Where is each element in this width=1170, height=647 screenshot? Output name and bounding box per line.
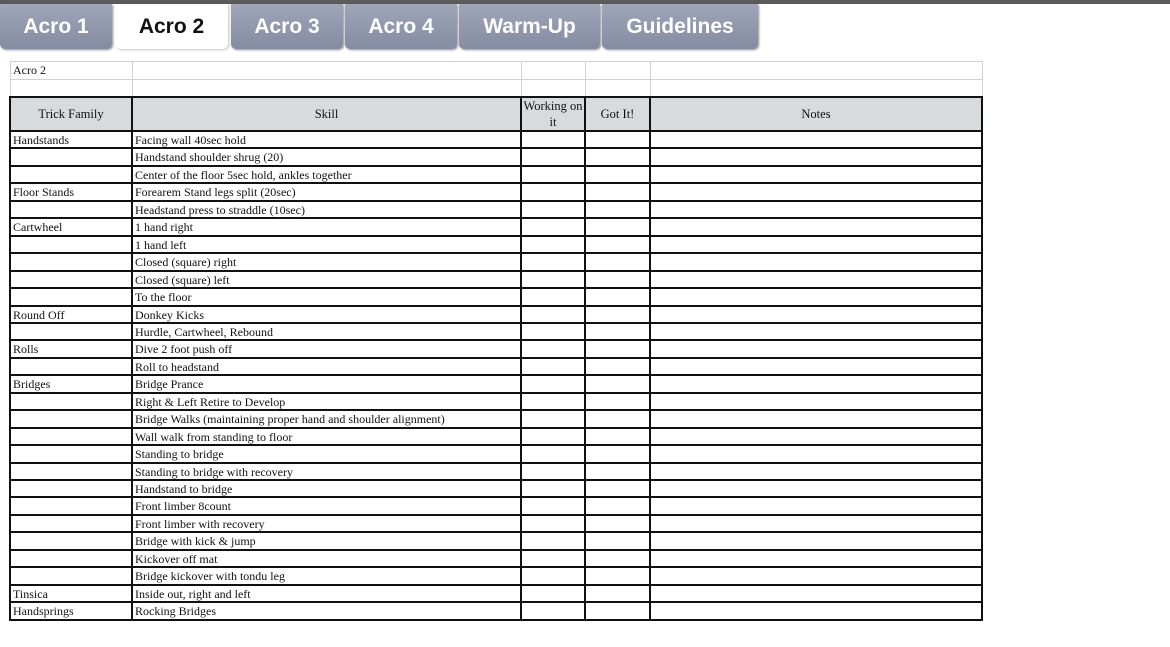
got-it-cell[interactable] [585,394,650,411]
skill-cell[interactable]: Center of the floor 5sec hold, ankles together [135,167,352,182]
working-on-it-cell[interactable] [521,446,585,463]
working-on-it-cell[interactable] [521,272,585,289]
working-on-it-cell[interactable] [521,533,585,550]
notes-cell[interactable] [650,219,982,236]
got-it-cell[interactable] [585,603,650,620]
grid-line [10,79,982,80]
trick-family-cell[interactable]: Rolls [13,342,39,357]
notes-cell[interactable] [650,237,982,254]
got-it-cell[interactable] [585,446,650,463]
grid-line [650,61,651,97]
tab-acro-3[interactable]: Acro 3 [231,4,343,49]
skill-cell[interactable]: Closed (square) right [135,255,237,270]
header-got-it[interactable]: Got It! [585,97,650,131]
notes-cell[interactable] [650,272,982,289]
got-it-cell[interactable] [585,132,650,149]
working-on-it-cell[interactable] [521,411,585,428]
trick-family-cell[interactable]: Bridges [13,377,51,392]
notes-cell[interactable] [650,603,982,620]
notes-cell[interactable] [650,289,982,306]
grid-line [132,61,133,97]
notes-cell[interactable] [650,167,982,184]
trick-family-cell[interactable] [10,516,132,533]
table-border [10,96,983,98]
got-it-cell[interactable] [585,254,650,271]
trick-family-cell[interactable] [10,481,132,498]
skill-cell[interactable]: Closed (square) left [135,272,230,287]
header-working-on-it[interactable]: Working on it [521,97,585,131]
skill-cell[interactable]: To the floor [135,290,192,305]
grid-line [521,61,522,97]
trick-family-cell[interactable]: Round Off [13,307,65,322]
working-on-it-cell[interactable] [521,202,585,219]
working-on-it-cell[interactable] [521,184,585,201]
trick-family-cell[interactable] [10,464,132,481]
notes-cell[interactable] [650,132,982,149]
got-it-cell[interactable] [585,237,650,254]
notes-cell[interactable] [650,202,982,219]
skill-cell[interactable]: Front limber 8count [135,499,231,514]
notes-cell[interactable] [650,324,982,341]
skill-cell[interactable]: Headstand press to straddle (10sec) [135,202,305,217]
header-trick-family[interactable]: Trick Family [10,97,132,131]
trick-family-cell[interactable] [10,429,132,446]
notes-cell[interactable] [650,533,982,550]
notes-cell[interactable] [650,376,982,393]
working-on-it-cell[interactable] [521,254,585,271]
notes-cell[interactable] [650,464,982,481]
trick-family-cell[interactable] [10,149,132,166]
notes-cell[interactable] [650,341,982,358]
skill-cell[interactable]: Donkey Kicks [135,307,204,322]
working-on-it-cell[interactable] [521,568,585,585]
trick-family-cell[interactable] [10,167,132,184]
notes-cell[interactable] [650,551,982,568]
trick-family-cell[interactable] [10,551,132,568]
got-it-cell[interactable] [585,516,650,533]
got-it-cell[interactable] [585,568,650,585]
trick-family-cell[interactable]: Tinsica [13,586,48,601]
notes-cell[interactable] [650,586,982,603]
got-it-cell[interactable] [585,498,650,515]
trick-family-cell[interactable] [10,568,132,585]
skill-cell[interactable]: Bridge Walks (maintaining proper hand and shoulder alignment) [135,412,445,427]
trick-family-cell[interactable] [10,446,132,463]
tab-acro-2[interactable]: Acro 2 [115,4,228,49]
got-it-cell[interactable] [585,586,650,603]
working-on-it-cell[interactable] [521,324,585,341]
working-on-it-cell[interactable] [521,464,585,481]
trick-family-cell[interactable]: Floor Stands [13,185,75,200]
skill-cell[interactable]: Hurdle, Cartwheel, Rebound [135,324,273,339]
notes-cell[interactable] [650,184,982,201]
working-on-it-cell[interactable] [521,498,585,515]
skill-cell[interactable]: Handstand shoulder shrug (20) [135,150,284,165]
skill-cell[interactable]: Handstand to bridge [135,482,233,496]
tab-warm-up[interactable]: Warm-Up [459,4,600,49]
got-it-cell[interactable] [585,202,650,219]
working-on-it-cell[interactable] [521,516,585,533]
trick-family-cell[interactable] [10,394,132,411]
notes-cell[interactable] [650,394,982,411]
header-notes[interactable]: Notes [650,97,982,131]
skill-cell[interactable]: 1 hand left [135,237,187,252]
trick-family-cell[interactable] [10,272,132,289]
working-on-it-cell[interactable] [521,132,585,149]
got-it-cell[interactable] [585,481,650,498]
grid-line [10,97,982,98]
trick-family-cell[interactable] [10,359,132,376]
working-on-it-cell[interactable] [521,551,585,568]
tab-guidelines[interactable]: Guidelines [602,4,758,49]
skill-cell[interactable]: Bridge kickover with tondu leg [135,569,285,584]
working-on-it-cell[interactable] [521,481,585,498]
grid-line [585,61,586,97]
notes-cell[interactable] [650,429,982,446]
got-it-cell[interactable] [585,359,650,376]
trick-family-cell[interactable] [10,498,132,515]
trick-family-cell[interactable] [10,324,132,341]
working-on-it-cell[interactable] [521,376,585,393]
got-it-cell[interactable] [585,184,650,201]
notes-cell[interactable] [650,498,982,515]
skill-cell[interactable]: Wall walk from standing to floor [135,429,293,444]
skill-cell[interactable]: Forearem Stand legs split (20sec) [135,185,296,200]
notes-cell[interactable] [650,568,982,585]
working-on-it-cell[interactable] [521,429,585,446]
tab-acro-1[interactable]: Acro 1 [0,4,112,49]
notes-cell[interactable] [650,516,982,533]
tab-acro-4[interactable]: Acro 4 [345,4,457,49]
trick-family-cell[interactable] [10,237,132,254]
trick-family-cell[interactable]: Handstands [13,133,69,147]
trick-family-cell[interactable] [10,289,132,306]
working-on-it-cell[interactable] [521,167,585,184]
trick-family-cell[interactable] [10,533,132,550]
sheet-title-cell[interactable]: Acro 2 [13,63,46,77]
got-it-cell[interactable] [585,533,650,550]
skill-cell[interactable]: Right & Left Retire to Develop [135,394,286,409]
trick-family-cell[interactable]: Cartwheel [13,220,63,235]
working-on-it-cell[interactable] [521,586,585,603]
got-it-cell[interactable] [585,429,650,446]
working-on-it-cell[interactable] [521,603,585,620]
skill-cell[interactable]: Bridge Prance [135,377,204,392]
got-it-cell[interactable] [585,551,650,568]
notes-cell[interactable] [650,149,982,166]
skill-cell[interactable]: Facing wall 40sec hold [135,133,246,147]
skill-cell[interactable]: Inside out, right and left [135,586,251,601]
notes-cell[interactable] [650,446,982,463]
got-it-cell[interactable] [585,376,650,393]
working-on-it-cell[interactable] [521,341,585,358]
skill-cell[interactable]: 1 hand right [135,220,193,235]
skill-cell[interactable]: Roll to headstand [135,359,219,374]
working-on-it-cell[interactable] [521,307,585,324]
got-it-cell[interactable] [585,341,650,358]
working-on-it-cell[interactable] [521,237,585,254]
got-it-cell[interactable] [585,289,650,306]
grid-line [982,61,983,97]
skill-cell[interactable]: Front limber with recovery [135,516,265,531]
header-skill[interactable]: Skill [132,97,521,131]
trick-family-cell[interactable] [10,202,132,219]
notes-cell[interactable] [650,481,982,498]
working-on-it-cell[interactable] [521,219,585,236]
grid-line [10,61,982,62]
trick-family-cell[interactable]: Handsprings [13,604,74,619]
working-on-it-cell[interactable] [521,359,585,376]
got-it-cell[interactable] [585,149,650,166]
skill-cell[interactable]: Bridge with kick & jump [135,534,256,549]
got-it-cell[interactable] [585,167,650,184]
working-on-it-cell[interactable] [521,289,585,306]
got-it-cell[interactable] [585,272,650,289]
skill-cell[interactable]: Kickover off mat [135,551,218,566]
notes-cell[interactable] [650,307,982,324]
notes-cell[interactable] [650,254,982,271]
got-it-cell[interactable] [585,219,650,236]
skill-cell[interactable]: Standing to bridge [135,447,224,462]
skill-cell[interactable]: Standing to bridge with recovery [135,464,293,479]
trick-family-cell[interactable] [10,411,132,428]
sheet-tabs [0,4,1170,50]
skill-cell[interactable]: Rocking Bridges [135,604,216,619]
got-it-cell[interactable] [585,411,650,428]
notes-cell[interactable] [650,411,982,428]
trick-family-cell[interactable] [10,254,132,271]
got-it-cell[interactable] [585,324,650,341]
working-on-it-cell[interactable] [521,394,585,411]
got-it-cell[interactable] [585,464,650,481]
skill-cell[interactable]: Dive 2 foot push off [135,342,233,357]
working-on-it-cell[interactable] [521,149,585,166]
notes-cell[interactable] [650,359,982,376]
got-it-cell[interactable] [585,307,650,324]
